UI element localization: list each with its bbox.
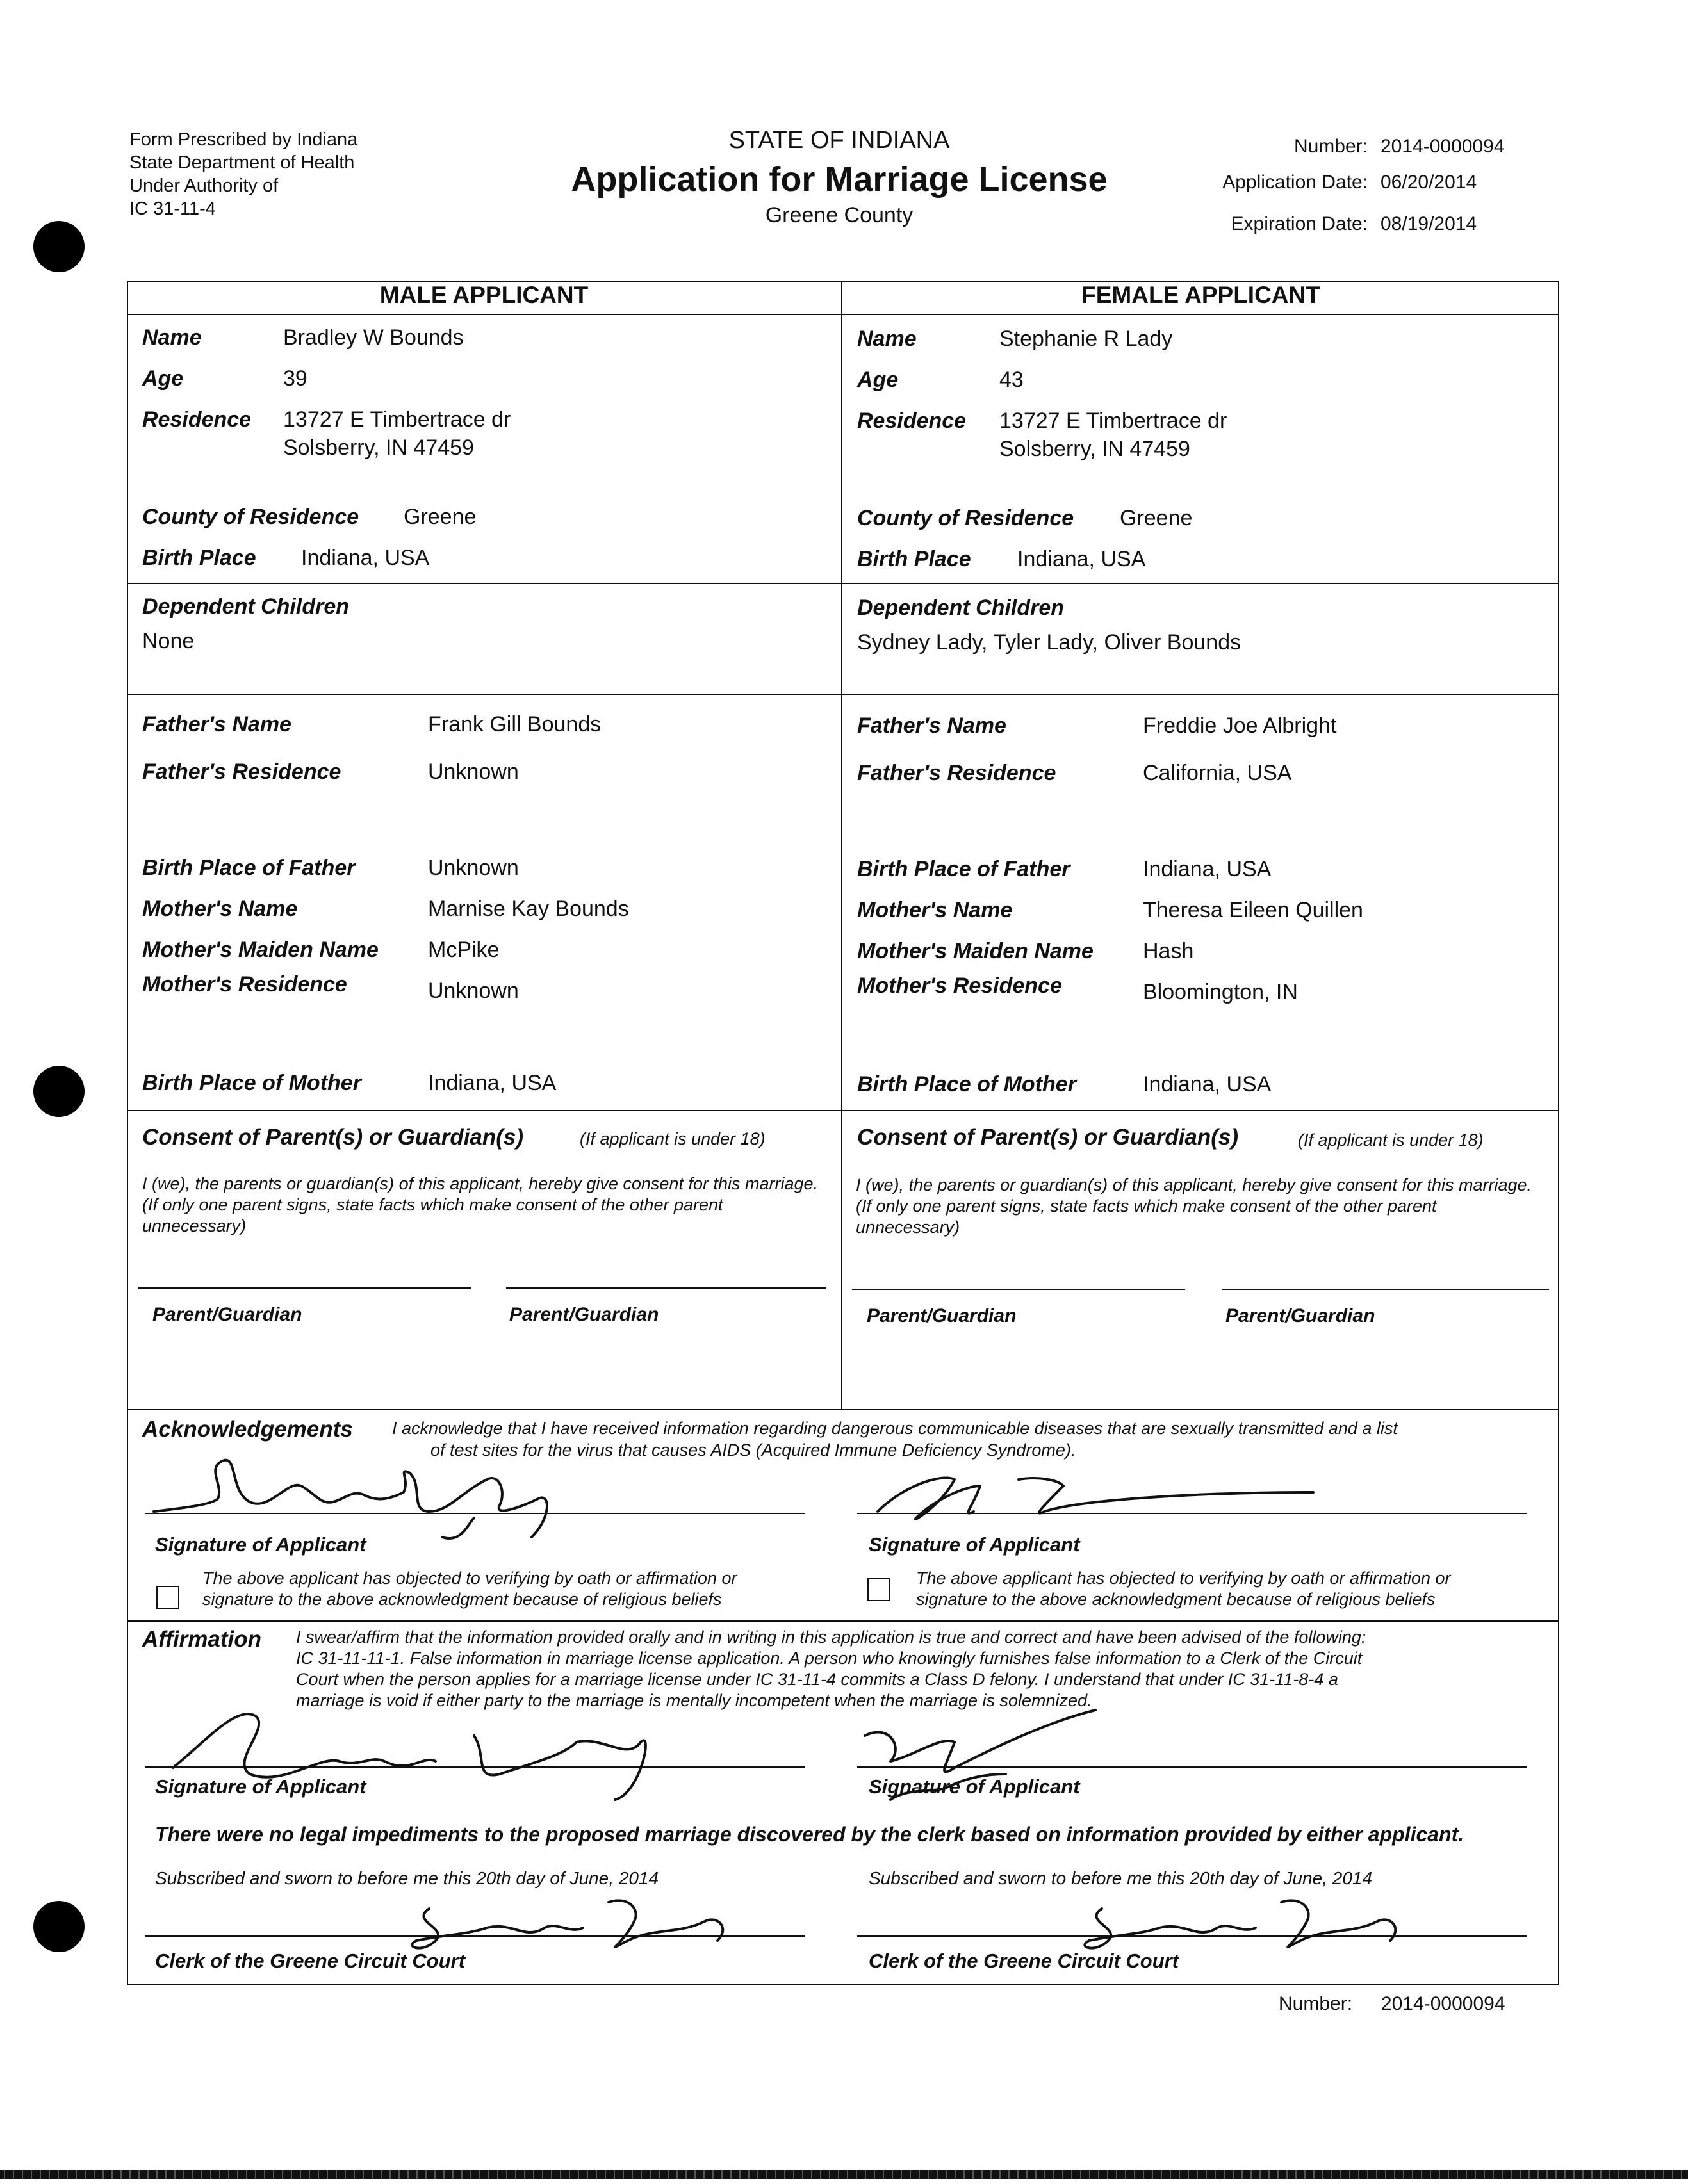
male-mothers-residence-value: Unknown bbox=[428, 979, 519, 1003]
male-consent-title: Consent of Parent(s) or Guardian(s) bbox=[142, 1125, 524, 1150]
male-consent-note: (If applicant is under 18) bbox=[580, 1129, 766, 1148]
male-mothers-residence-label: Mother's Residence bbox=[142, 972, 347, 997]
male-mothers-maiden-label: Mother's Maiden Name bbox=[142, 938, 379, 962]
state-name: STATE OF INDIANA bbox=[728, 127, 950, 154]
form-prescribed-line: Form Prescribed by Indiana bbox=[129, 129, 358, 150]
female-residence-label: Residence bbox=[857, 409, 967, 433]
female-consent-title: Consent of Parent(s) or Guardian(s) bbox=[857, 1125, 1239, 1150]
male-county-label: County of Residence bbox=[142, 505, 359, 529]
punch-hole bbox=[33, 1901, 85, 1952]
male-birth-place-value: Indiana, USA bbox=[301, 546, 430, 570]
heading-divider bbox=[127, 314, 1559, 315]
male-consent-text: I (we), the parents or guardian(s) of this applicant, hereby give consent for this marriage. (If only one parent signs, state facts which make consent of the other parent unnecessary) bbox=[142, 1174, 819, 1235]
female-birth-place-father-label: Birth Place of Father bbox=[857, 857, 1070, 881]
header-number-label: Number: bbox=[1293, 136, 1368, 157]
female-consent-note: (If applicant is under 18) bbox=[1298, 1130, 1484, 1150]
male-age-value: 39 bbox=[283, 366, 307, 391]
clerk-signature bbox=[397, 1883, 756, 1966]
female-name-value: Stephanie R Lady bbox=[999, 327, 1173, 351]
male-fathers-name-value: Frank Gill Bounds bbox=[428, 712, 602, 737]
section-divider bbox=[127, 694, 1559, 695]
clerk-label: Clerk of the Greene Circuit Court bbox=[869, 1950, 1179, 1972]
male-name-value: Bradley W Bounds bbox=[283, 325, 464, 350]
female-birth-place-mother-label: Birth Place of Mother bbox=[857, 1072, 1076, 1096]
male-mothers-maiden-value: McPike bbox=[428, 938, 500, 962]
female-county-value: Greene bbox=[1120, 506, 1193, 530]
affirm-signature-male bbox=[852, 1697, 1493, 1813]
female-residence-line2: Solsberry, IN 47459 bbox=[999, 437, 1190, 461]
affirm-signature-label: Signature of Applicant bbox=[869, 1775, 1080, 1798]
affirmation-title: Affirmation bbox=[142, 1627, 262, 1652]
header-number-value: 2014-0000094 bbox=[1381, 136, 1505, 157]
objection-line: The above applicant has objected to verifying by oath or affirmation or bbox=[916, 1569, 1451, 1588]
male-residence-label: Residence bbox=[142, 407, 252, 432]
female-birth-place-father-value: Indiana, USA bbox=[1143, 857, 1272, 881]
parent-guardian-label: Parent/Guardian bbox=[509, 1304, 659, 1325]
ack-signature-label: Signature of Applicant bbox=[869, 1533, 1080, 1556]
female-dependent-children-label: Dependent Children bbox=[857, 596, 1065, 620]
female-mothers-maiden-value: Hash bbox=[1143, 939, 1194, 963]
affirm-signature-label: Signature of Applicant bbox=[155, 1775, 366, 1798]
form-prescribed-block bbox=[129, 128, 357, 220]
parent-guardian-label: Parent/Guardian bbox=[1225, 1305, 1375, 1326]
objection-line: signature to the above acknowledgment because of religious beliefs bbox=[202, 1590, 722, 1609]
page-title: Application for Marriage License bbox=[571, 160, 1108, 199]
male-mothers-name-value: Marnise Kay Bounds bbox=[428, 897, 629, 921]
female-mothers-residence-label: Mother's Residence bbox=[857, 974, 1062, 998]
female-fathers-residence-value: California, USA bbox=[1143, 761, 1292, 785]
section-divider bbox=[127, 1110, 1559, 1111]
parent-guardian-label: Parent/Guardian bbox=[152, 1304, 302, 1325]
expiration-date-value: 08/19/2014 bbox=[1381, 213, 1477, 234]
parent-guardian-label: Parent/Guardian bbox=[867, 1305, 1017, 1326]
parent-guardian-signature-line[interactable] bbox=[1222, 1289, 1549, 1290]
footer-number-label: Number: bbox=[1279, 1993, 1353, 2014]
affirmation-line: I swear/affirm that the information provided orally and in writing in this application is true and correct and have been advised of the following: bbox=[296, 1627, 1366, 1647]
female-fathers-name-value: Freddie Joe Albright bbox=[1143, 713, 1337, 738]
female-mothers-maiden-label: Mother's Maiden Name bbox=[857, 939, 1094, 963]
female-age-value: 43 bbox=[999, 368, 1024, 392]
subscribed-sworn-text: Subscribed and sworn to before me this 20th day of June, 2014 bbox=[155, 1868, 659, 1888]
affirmation-line: IC 31-11-11-1. False information in marriage license application. A person who knowingly furnishes false information to a Clerk of the Circuit bbox=[296, 1649, 1363, 1668]
expiration-date-label: Expiration Date: bbox=[1231, 213, 1368, 234]
male-birth-place-label: Birth Place bbox=[142, 546, 256, 570]
ack-signature-label: Signature of Applicant bbox=[155, 1533, 366, 1556]
punch-hole bbox=[33, 221, 85, 272]
male-age-label: Age bbox=[142, 366, 184, 391]
male-applicant-heading: MALE APPLICANT bbox=[379, 282, 589, 308]
male-birth-place-mother-value: Indiana, USA bbox=[428, 1071, 557, 1095]
application-date-value: 06/20/2014 bbox=[1381, 172, 1477, 193]
male-fathers-residence-label: Father's Residence bbox=[142, 760, 341, 784]
acknowledgements-text-line2: of test sites for the virus that causes AIDS (Acquired Immune Deficiency Syndrome). bbox=[430, 1440, 1076, 1460]
subscribed-sworn-text: Subscribed and sworn to before me this 20th day of June, 2014 bbox=[869, 1868, 1373, 1888]
no-impediments-statement: There were no legal impediments to the proposed marriage discovered by the clerk based on information provided by either applicant. bbox=[155, 1823, 1464, 1846]
county-name: Greene County bbox=[765, 203, 914, 227]
female-applicant-heading: FEMALE APPLICANT bbox=[1081, 282, 1320, 308]
acknowledgements-text-line1: I acknowledge that I have received information regarding dangerous communicable diseases that are sexually transmitted and a list bbox=[392, 1419, 1398, 1438]
footer-number-value: 2014-0000094 bbox=[1381, 1993, 1505, 2014]
clerk-label: Clerk of the Greene Circuit Court bbox=[155, 1950, 466, 1972]
form-prescribed-line: State Department of Health bbox=[129, 152, 355, 173]
section-divider bbox=[127, 583, 1559, 584]
male-birth-place-father-label: Birth Place of Father bbox=[142, 856, 356, 880]
applicant-signature-male bbox=[826, 1447, 1499, 1537]
female-mothers-name-value: Theresa Eileen Quillen bbox=[1143, 898, 1363, 922]
male-dependent-children-value: None bbox=[142, 629, 195, 653]
affirm-signature-female bbox=[154, 1665, 730, 1813]
female-mothers-name-label: Mother's Name bbox=[857, 898, 1013, 922]
application-date-label: Application Date: bbox=[1222, 172, 1368, 193]
male-county-value: Greene bbox=[404, 505, 477, 529]
male-fathers-name-label: Father's Name bbox=[142, 712, 291, 737]
objection-line: signature to the above acknowledgment because of religious beliefs bbox=[916, 1590, 1436, 1609]
female-name-label: Name bbox=[857, 327, 917, 351]
acknowledgements-title: Acknowledgements bbox=[142, 1417, 353, 1442]
clerk-signature bbox=[1070, 1883, 1429, 1966]
female-mothers-residence-value: Bloomington, IN bbox=[1143, 980, 1298, 1004]
parent-guardian-signature-line[interactable] bbox=[852, 1289, 1185, 1290]
affirmation-line: Court when the person applies for a marriage license under IC 31-11-4 commits a Class D felony. I understand that under IC 31-11-8-4 a bbox=[296, 1670, 1338, 1689]
male-birth-place-mother-label: Birth Place of Mother bbox=[142, 1071, 361, 1095]
female-birth-place-label: Birth Place bbox=[857, 547, 971, 571]
male-birth-place-father-value: Unknown bbox=[428, 856, 519, 880]
female-county-label: County of Residence bbox=[857, 506, 1074, 530]
male-residence-line1: 13727 E Timbertrace dr bbox=[283, 407, 511, 432]
male-mothers-name-label: Mother's Name bbox=[142, 897, 298, 921]
male-dependent-children-label: Dependent Children bbox=[142, 594, 350, 619]
section-divider bbox=[127, 1620, 1559, 1622]
parent-guardian-signature-line[interactable] bbox=[138, 1287, 471, 1289]
female-birth-place-mother-value: Indiana, USA bbox=[1143, 1072, 1272, 1096]
header-title-block bbox=[500, 127, 1179, 228]
form-prescribed-line: IC 31-11-4 bbox=[129, 199, 216, 219]
female-age-label: Age bbox=[857, 368, 899, 392]
applicant-signature-female bbox=[141, 1441, 705, 1569]
male-religious-objection-checkbox[interactable] bbox=[156, 1586, 179, 1609]
female-dependent-children-value: Sydney Lady, Tyler Lady, Oliver Bounds bbox=[857, 630, 1241, 655]
scan-edge-bar bbox=[0, 2170, 1688, 2179]
affirmation-line: marriage is void if either party to the marriage is mentally incompetent when the marriage is solemnized. bbox=[296, 1691, 1092, 1710]
female-residence-line1: 13727 E Timbertrace dr bbox=[999, 409, 1227, 433]
parent-guardian-signature-line[interactable] bbox=[506, 1287, 826, 1289]
female-objection-text bbox=[916, 1568, 1450, 1610]
female-consent-text: I (we), the parents or guardian(s) of this applicant, hereby give consent for this marriage. (If only one parent signs, state facts which make consent of the other parent unnecessary) bbox=[856, 1175, 1532, 1237]
female-fathers-residence-label: Father's Residence bbox=[857, 761, 1056, 785]
male-residence-line2: Solsberry, IN 47459 bbox=[283, 436, 474, 460]
male-fathers-residence-value: Unknown bbox=[428, 760, 519, 784]
center-divider bbox=[841, 281, 842, 1409]
objection-line: The above applicant has objected to verifying by oath or affirmation or bbox=[202, 1569, 737, 1588]
female-religious-objection-checkbox[interactable] bbox=[867, 1578, 890, 1601]
section-divider bbox=[127, 1409, 1559, 1410]
form-prescribed-line: Under Authority of bbox=[129, 175, 279, 196]
female-fathers-name-label: Father's Name bbox=[857, 713, 1006, 738]
male-objection-text bbox=[202, 1568, 737, 1610]
male-name-label: Name bbox=[142, 325, 202, 350]
female-birth-place-value: Indiana, USA bbox=[1017, 547, 1146, 571]
punch-hole bbox=[33, 1066, 85, 1117]
